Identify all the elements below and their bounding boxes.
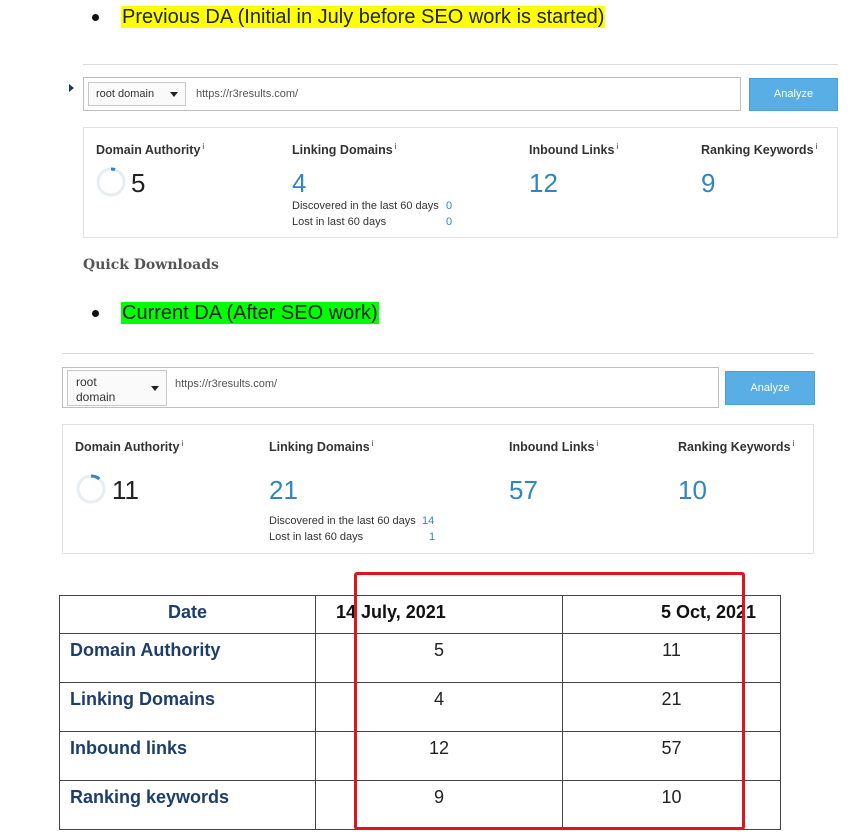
cell-july: 12 (316, 732, 563, 781)
row-label: Domain Authority (60, 634, 316, 683)
domain-authority-gauge (95, 166, 127, 198)
ranking-keywords-value: 9 (701, 168, 716, 198)
analyze-button[interactable]: Analyze (725, 371, 815, 405)
header-oct: 5 Oct, 2021 (563, 596, 781, 634)
cell-oct: 21 (563, 683, 781, 732)
domain-authority-value: 5 (131, 168, 146, 198)
info-icon[interactable]: i (394, 142, 397, 151)
url-value: https://r3results.com/ (175, 378, 278, 390)
cell-july: 5 (316, 634, 563, 683)
inbound-links-value: 12 (529, 168, 558, 198)
expand-caret-icon[interactable] (69, 84, 74, 92)
domain-authority-gauge (75, 473, 107, 505)
domain-authority-value: 11 (112, 475, 139, 505)
previous-da-heading (121, 5, 605, 29)
chevron-down-icon (170, 92, 178, 97)
lost-value[interactable]: 0 (446, 216, 453, 228)
analyze-button[interactable]: Analyze (749, 78, 838, 111)
domain-scope-select[interactable] (88, 82, 186, 106)
lost-value[interactable]: 1 (429, 531, 436, 543)
info-icon[interactable]: i (616, 142, 619, 151)
discovered-value[interactable]: 14 (422, 515, 435, 527)
ranking-keywords-value: 10 (678, 475, 707, 505)
info-icon[interactable]: i (371, 439, 374, 448)
row-label: Linking Domains (60, 683, 316, 732)
chevron-down-icon (151, 386, 159, 391)
info-icon[interactable]: i (181, 439, 184, 448)
discovered-label: Discovered in the last 60 days (269, 515, 416, 527)
lost-label: Lost in last 60 days (292, 216, 387, 228)
inbound-links-label: Inbound Links $^i$ (509, 439, 599, 455)
domain-authority-label: Domain Authority $^i$ (75, 439, 184, 455)
inbound-links-label: Inbound Links $^i$ (529, 142, 619, 158)
current-da-heading (121, 301, 379, 325)
info-icon[interactable]: i (596, 439, 599, 448)
row-label: Inbound links (60, 732, 316, 781)
row-label: Ranking keywords (60, 781, 316, 830)
bullet-dot (92, 310, 99, 317)
divider (62, 353, 814, 354)
linking-domains-value: 4 (292, 168, 307, 198)
previous-da-text: Previous DA (Initial in July before SEO work is started) (122, 6, 605, 28)
domain-scope-value-line1: root (76, 375, 97, 389)
cell-oct: 11 (563, 634, 781, 683)
cell-oct: 57 (563, 732, 781, 781)
domain-scope-value-line2: domain (76, 390, 116, 404)
domain-authority-label: Domain Authority $^i$ (96, 142, 205, 158)
ranking-keywords-label: Ranking Keywords $^i$ (701, 142, 818, 158)
bullet-dot (92, 14, 99, 21)
cell-july: 4 (316, 683, 563, 732)
inbound-links-value: 57 (509, 475, 538, 505)
quick-downloads-heading: Quick Downloads (83, 257, 219, 273)
header-july: 14 July, 2021 (316, 596, 563, 634)
emphasis-box (354, 572, 745, 830)
info-icon[interactable]: i (202, 142, 205, 151)
lost-label: Lost in last 60 days (269, 531, 364, 543)
discovered-value[interactable]: 0 (446, 200, 453, 212)
current-da-text: Current DA (After SEO work) (122, 302, 378, 324)
url-value: https://r3results.com/ (196, 88, 299, 100)
cell-oct: 10 (563, 781, 781, 830)
header-date: Date (60, 596, 316, 634)
info-icon[interactable]: i (815, 142, 818, 151)
discovered-label: Discovered in the last 60 days (292, 200, 439, 212)
linking-domains-label: Linking Domains $^i$ (269, 439, 374, 455)
domain-scope-value: root domain (96, 88, 155, 100)
domain-scope-select[interactable] (67, 370, 167, 406)
linking-domains-value: 21 (269, 475, 298, 505)
linking-domains-label: Linking Domains $^i$ (292, 142, 397, 158)
divider (83, 64, 838, 65)
cell-july: 9 (316, 781, 563, 830)
info-icon[interactable]: i (792, 439, 795, 448)
ranking-keywords-label: Ranking Keywords $^i$ (678, 439, 795, 455)
